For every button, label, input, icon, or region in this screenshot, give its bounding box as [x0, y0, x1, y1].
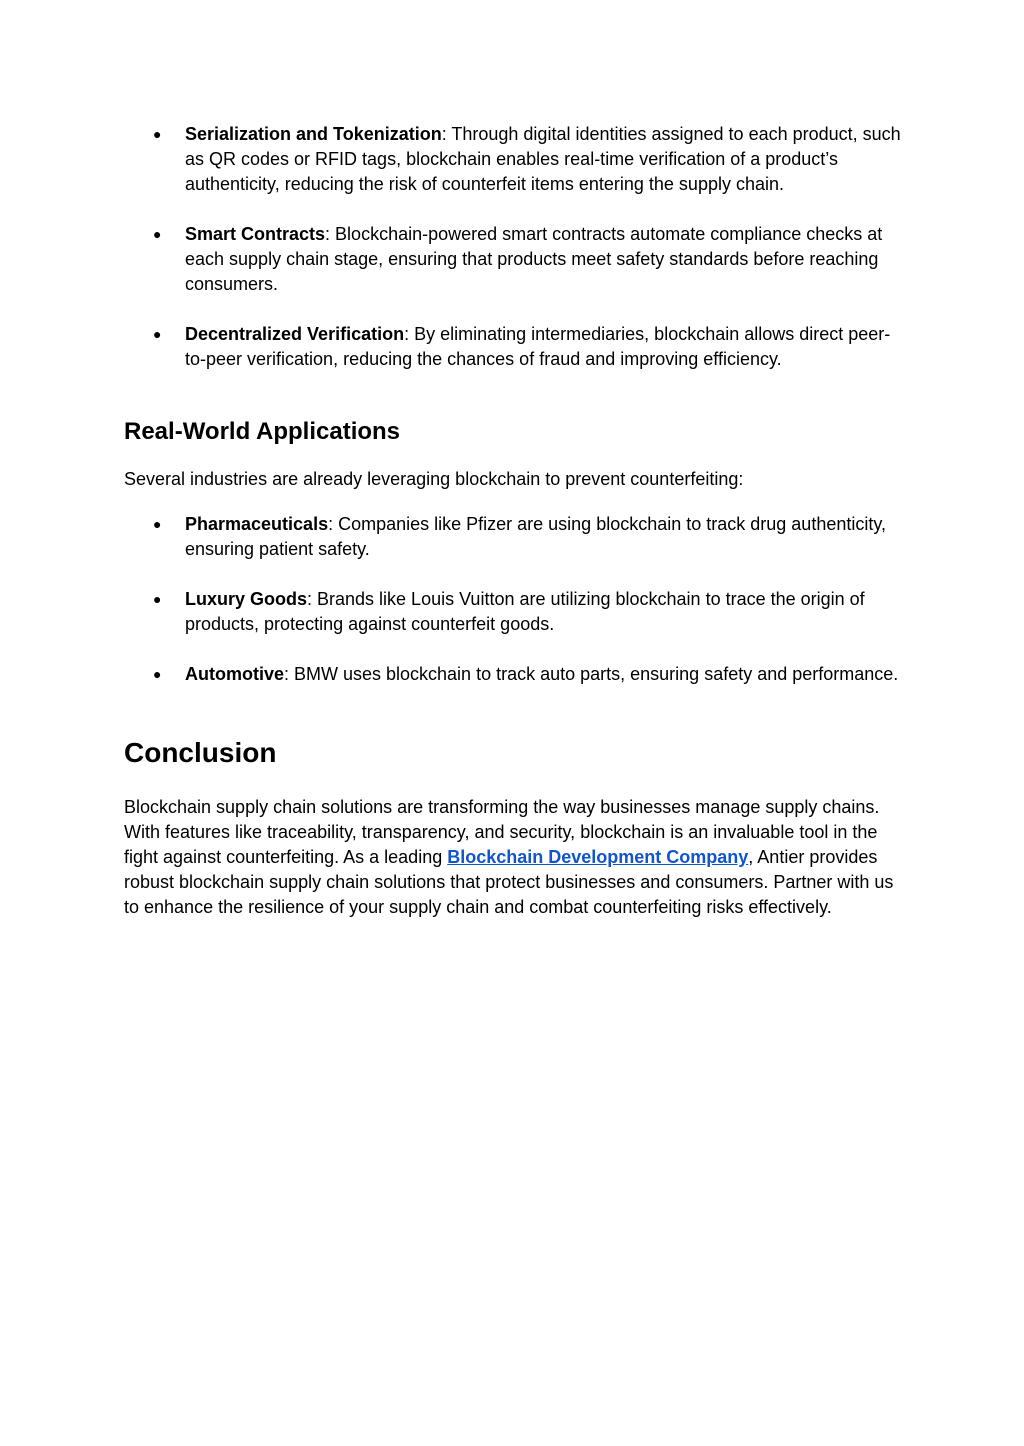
bullet-icon: ● — [153, 226, 162, 242]
bullet-text: : By eliminating intermediaries, blockchain allows direct peer-to-peer verification, reducing the chances of fraud and improving efficiency. — [185, 324, 891, 369]
section-heading-real-world: Real-World Applications — [124, 418, 401, 445]
list-item — [124, 662, 906, 687]
bullet-icon: ● — [153, 326, 162, 342]
list-item — [124, 222, 906, 297]
list-item — [124, 122, 906, 197]
bullet-text: : BMW uses blockchain to track auto parts, ensuring safety and performance. — [284, 664, 899, 684]
list-item — [124, 322, 906, 372]
bullet-text: : Through digital identities assigned to each product, such as QR codes or RFID tags, blockchain enables real-time verification of a product’s authenticity, reducing the risk of counterfeit items entering the supply chain. — [185, 124, 901, 194]
section-heading-conclusion: Conclusion — [124, 737, 277, 768]
bullet-icon: ● — [153, 516, 162, 532]
conclusion-text-after-link: , Antier provides robust blockchain supply chain solutions that protect businesses and consumers. Partner with us to enhance the resilience of your supply chain and combat counterfeiting risks effectively. — [124, 847, 894, 917]
bullet-term: Luxury Goods — [185, 589, 308, 609]
feature-list — [124, 122, 906, 372]
conclusion-paragraph — [124, 795, 906, 920]
bullet-icon: ● — [153, 591, 162, 607]
bullet-text: : Companies like Pfizer are using blockchain to track drug authenticity, ensuring patient safety. — [185, 514, 887, 559]
document-page — [124, 122, 906, 920]
bullet-term: Pharmaceuticals — [185, 514, 329, 534]
applications-list — [124, 512, 906, 687]
real-world-intro: Several industries are already leveraging blockchain to prevent counterfeiting: — [124, 469, 744, 489]
bullet-term: Decentralized Verification — [185, 324, 405, 344]
list-item — [124, 512, 906, 562]
bullet-text: : Brands like Louis Vuitton are utilizing blockchain to trace the origin of products, protecting against counterfeit goods. — [185, 589, 865, 634]
bullet-icon: ● — [153, 666, 162, 682]
bullet-term: Automotive — [185, 664, 284, 684]
conclusion-text-before-link: Blockchain supply chain solutions are transforming the way businesses manage supply chains. With features like traceability, transparency, and security, blockchain is an invaluable tool in the fight against counterfeiting. As a leading — [124, 797, 880, 867]
list-item — [124, 587, 906, 637]
bullet-term: Smart Contracts — [185, 224, 326, 244]
bullet-icon: ● — [153, 126, 162, 142]
bullet-text: : Blockchain-powered smart contracts automate compliance checks at each supply chain stage, ensuring that products meet safety standards before reaching consumers. — [185, 224, 883, 294]
blockchain-development-company-link[interactable]: Blockchain Development Company — [447, 847, 749, 867]
bullet-term: Serialization and Tokenization — [185, 124, 442, 144]
